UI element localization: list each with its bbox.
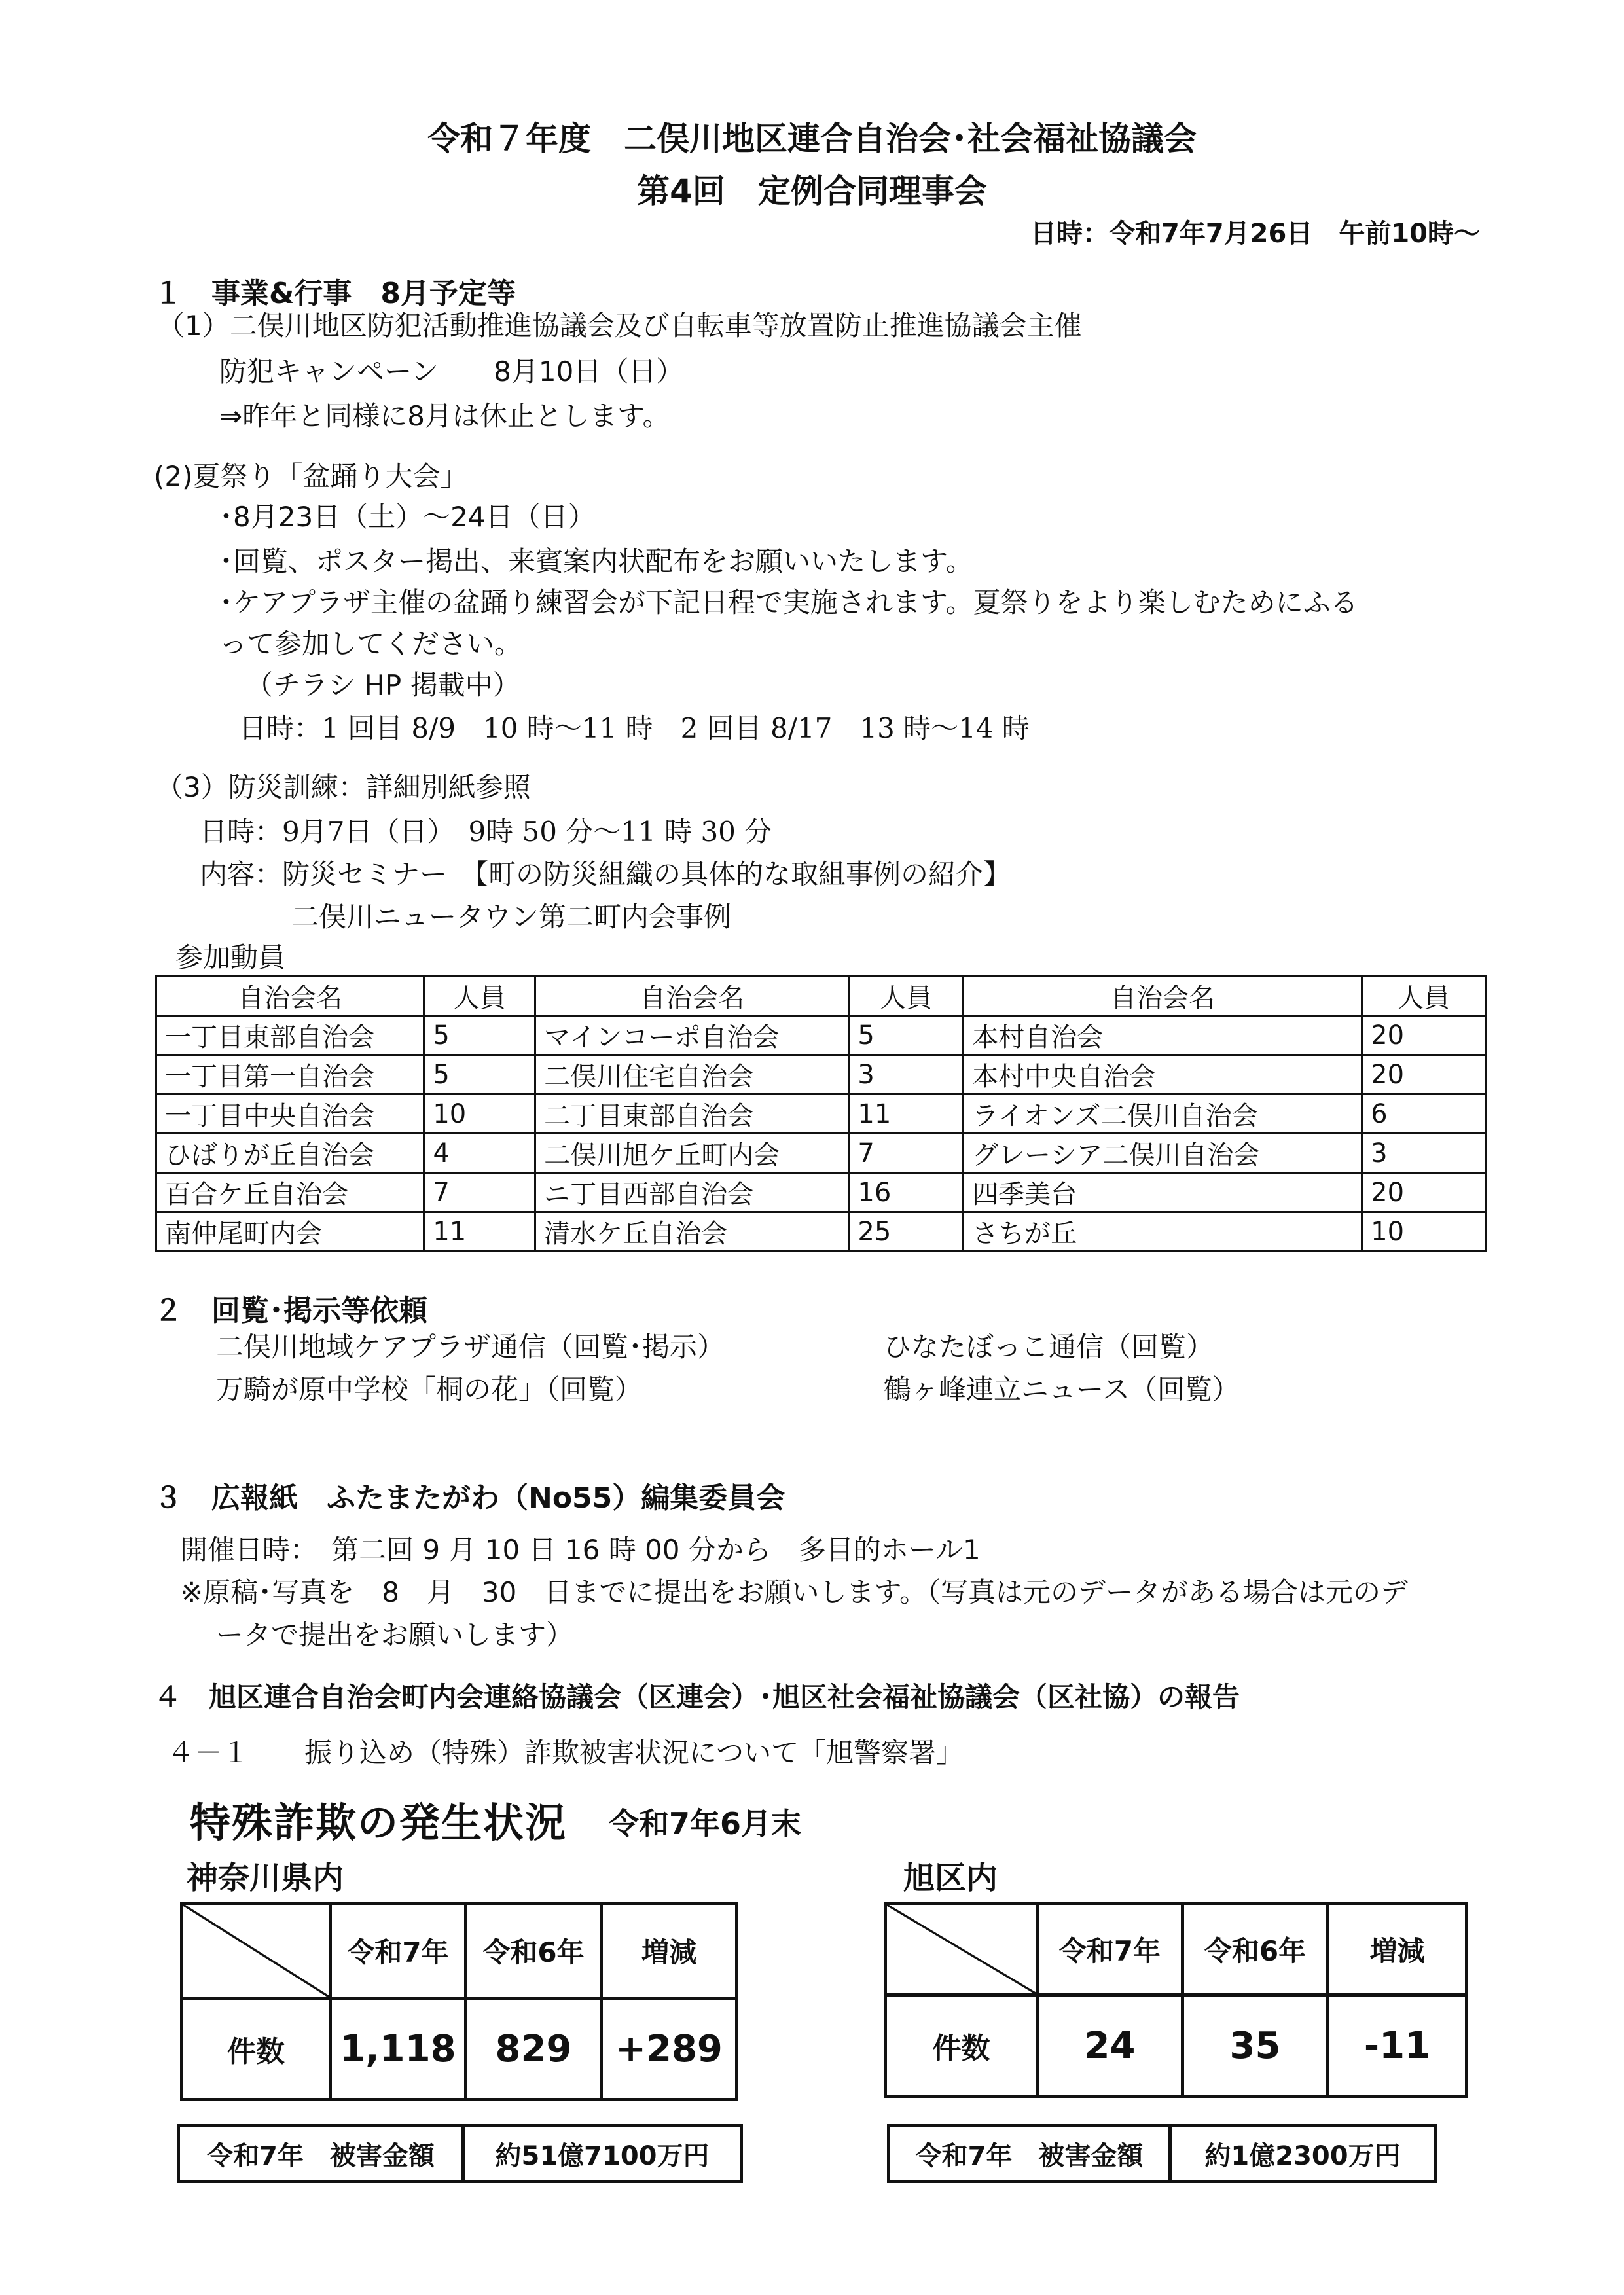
submission-note: ※原稿･写真を 8 月 30 日までに提出をお願いします。（写真は元のデータがある場合は元のデ bbox=[180, 1576, 1408, 1608]
association-name: マインコーポ自治会 bbox=[535, 1016, 849, 1055]
item-1-campaign: 防犯キャンペーン 8月10日（日） bbox=[219, 355, 684, 388]
count-2025: 1,118 bbox=[331, 1998, 466, 2100]
member-count: 3 bbox=[1362, 1134, 1486, 1173]
fraud-stats-period: 令和7年6月末 bbox=[609, 1806, 802, 1841]
stats-header-row bbox=[886, 1904, 1467, 1995]
member-count: 7 bbox=[424, 1173, 535, 1212]
kanagawa-label: 神奈川県内 bbox=[187, 1860, 344, 1896]
fraud-stats-title: 特殊詐欺の発生状況 bbox=[190, 1799, 568, 1847]
member-count: 20 bbox=[1362, 1055, 1486, 1094]
meeting-datetime: 日時：令和7年7月26日 午前10時～ bbox=[1030, 219, 1480, 249]
col-header-association: 自治会名 bbox=[964, 977, 1362, 1016]
association-name: さちが丘 bbox=[964, 1212, 1362, 1252]
count-label: 件数 bbox=[182, 1998, 331, 2100]
item-2-bullet-dates: ･8月23日（土）～24日（日） bbox=[219, 501, 596, 533]
item-3-title: （3）防災訓練：詳細別紙参照 bbox=[156, 771, 531, 803]
section-1-heading: １ 事業&行事 8月予定等 bbox=[154, 277, 516, 310]
mobilization-table bbox=[155, 975, 1487, 1252]
year-2024-header: 令和6年 bbox=[466, 1904, 602, 1998]
change-header: 増減 bbox=[1328, 1904, 1467, 1995]
association-name: ニ丁目西部自治会 bbox=[535, 1173, 849, 1212]
table-row bbox=[156, 1212, 1486, 1252]
submission-note-cont: ータで提出をお願いします） bbox=[216, 1619, 574, 1651]
count-label: 件数 bbox=[886, 1995, 1038, 2097]
editorial-meeting-date: 開催日時： 第二回 9 月 10 日 16 時 00 分から 多目的ホール1 bbox=[180, 1534, 981, 1566]
col-header-count: 人員 bbox=[1362, 977, 1486, 1016]
diagonal-cell bbox=[182, 1904, 331, 1998]
table-row bbox=[156, 1094, 1486, 1134]
association-name: 一丁目中央自治会 bbox=[156, 1094, 424, 1134]
section-2-heading: ２ 回覧･掲示等依頼 bbox=[154, 1294, 427, 1328]
section-3-heading: ３ 広報紙 ふたまたがわ（No55）編集委員会 bbox=[154, 1481, 785, 1515]
item-3-date: 日時：9月7日（日） 9時 50 分～11 時 30 分 bbox=[200, 816, 772, 848]
association-name: 一丁目第一自治会 bbox=[156, 1055, 424, 1094]
circular-item: ひなたぼっこ通信（回覧） bbox=[884, 1331, 1214, 1363]
association-name: ひばりが丘自治会 bbox=[156, 1134, 424, 1173]
count-2025: 24 bbox=[1038, 1995, 1183, 2097]
circular-item: 鶴ヶ峰連立ニュース（回覧） bbox=[884, 1373, 1240, 1405]
member-count: 4 bbox=[424, 1134, 535, 1173]
circular-item: 二俣川地域ケアプラザ通信（回覧･掲示） bbox=[216, 1331, 725, 1363]
member-count: 16 bbox=[849, 1173, 964, 1212]
mobilization-label: 参加動員 bbox=[175, 941, 286, 973]
asahi-damage-amount bbox=[887, 2124, 1437, 2183]
association-name: グレーシア二俣川自治会 bbox=[964, 1134, 1362, 1173]
col-header-count: 人員 bbox=[849, 977, 964, 1016]
year-2025-header: 令和7年 bbox=[1038, 1904, 1183, 1995]
association-name: 二俣川旭ケ丘町内会 bbox=[535, 1134, 849, 1173]
change-header: 増減 bbox=[602, 1904, 737, 1998]
damage-amount-label: 令和7年 被害金額 bbox=[207, 2141, 435, 2171]
count-2024: 35 bbox=[1183, 1995, 1328, 2097]
count-change: -11 bbox=[1328, 1995, 1467, 2097]
association-name: ライオンズ二俣川自治会 bbox=[964, 1094, 1362, 1134]
member-count: 10 bbox=[424, 1094, 535, 1134]
asahi-stats-table bbox=[884, 1902, 1468, 2098]
col-header-association: 自治会名 bbox=[535, 977, 849, 1016]
member-count: 5 bbox=[424, 1055, 535, 1094]
association-name: 本村自治会 bbox=[964, 1016, 1362, 1055]
diagonal-cell bbox=[886, 1904, 1038, 1995]
association-name: 四季美台 bbox=[964, 1173, 1362, 1212]
col-header-count: 人員 bbox=[424, 977, 535, 1016]
kanagawa-damage-amount bbox=[177, 2124, 743, 2183]
association-name: 二俣川住宅自治会 bbox=[535, 1055, 849, 1094]
item-3-case: 二俣川ニュータウン第二町内会事例 bbox=[291, 901, 732, 933]
section-4-1-heading: ４－１ 振り込め（特殊）詐欺被害状況について「旭警察署」 bbox=[167, 1737, 964, 1769]
kanagawa-stats-table bbox=[180, 1902, 738, 2101]
item-3-content: 内容：防災セミナー 【町の防災組織の具体的な取組事例の紹介】 bbox=[200, 858, 1011, 890]
item-1-title: （1）二俣川地区防犯活動推進協議会及び自転車等放置防止推進協議会主催 bbox=[157, 310, 1082, 342]
damage-amount-value: 約1億2300万円 bbox=[1168, 2127, 1434, 2180]
stats-count-row bbox=[886, 1995, 1467, 2097]
association-name: 清水ケ丘自治会 bbox=[535, 1212, 849, 1252]
table-row bbox=[156, 1055, 1486, 1094]
table-row bbox=[156, 1016, 1486, 1055]
year-2024-header: 令和6年 bbox=[1183, 1904, 1328, 1995]
member-count: 25 bbox=[849, 1212, 964, 1252]
item-2-bullet-request: ･回覧、ポスター掲出、来賓案内状配布をお願いいたします。 bbox=[219, 545, 973, 577]
table-row bbox=[156, 1134, 1486, 1173]
member-count: 6 bbox=[1362, 1094, 1486, 1134]
member-count: 20 bbox=[1362, 1173, 1486, 1212]
col-header-association: 自治会名 bbox=[156, 977, 424, 1016]
member-count: 20 bbox=[1362, 1016, 1486, 1055]
circular-item: 万騎が原中学校「桐の花」（回覧） bbox=[216, 1373, 643, 1405]
association-name: 二丁目東部自治会 bbox=[535, 1094, 849, 1134]
section-4-heading: ４ 旭区連合自治会町内会連絡協議会（区連会）･旭区社会福祉協議会（区社協）の報告 bbox=[154, 1681, 1240, 1713]
association-name: 一丁目東部自治会 bbox=[156, 1016, 424, 1055]
asahi-label: 旭区内 bbox=[903, 1860, 998, 1896]
table-row bbox=[156, 1173, 1486, 1212]
diagonal-line-icon bbox=[887, 1905, 1036, 1993]
damage-amount-label: 令和7年 被害金額 bbox=[915, 2141, 1144, 2171]
association-name: 百合ケ丘自治会 bbox=[156, 1173, 424, 1212]
item-2-bullet-practice-cont: って参加してください。 bbox=[219, 628, 522, 660]
member-count: 11 bbox=[849, 1094, 964, 1134]
member-count: 5 bbox=[424, 1016, 535, 1055]
count-change: +289 bbox=[602, 1998, 737, 2100]
diagonal-line-icon bbox=[183, 1905, 329, 1997]
count-2024: 829 bbox=[466, 1998, 602, 2100]
member-count: 3 bbox=[849, 1055, 964, 1094]
item-1-note: ⇒昨年と同様に8月は休止とします。 bbox=[219, 400, 670, 432]
association-name: 南仲尾町内会 bbox=[156, 1212, 424, 1252]
member-count: 10 bbox=[1362, 1212, 1486, 1252]
member-count: 11 bbox=[424, 1212, 535, 1252]
year-2025-header: 令和7年 bbox=[331, 1904, 466, 1998]
item-2-bullet-practice: ･ケアプラザ主催の盆踊り練習会が下記日程で実施されます。夏祭りをより楽しむためにふる bbox=[219, 587, 1358, 619]
item-2-flyer-note: （チラシ HP 掲載中） bbox=[245, 669, 520, 701]
member-count: 5 bbox=[849, 1016, 964, 1055]
damage-amount-value: 約51億7100万円 bbox=[461, 2127, 740, 2180]
meeting-title: 第4回 定例合同理事会 bbox=[637, 172, 987, 210]
member-count: 7 bbox=[849, 1134, 964, 1173]
table-header-row bbox=[156, 977, 1486, 1016]
document-title: 令和７年度 二俣川地区連合自治会･社会福祉協議会 bbox=[427, 120, 1197, 158]
association-name: 本村中央自治会 bbox=[964, 1055, 1362, 1094]
item-2-title: (2)夏祭り「盆踊り大会」 bbox=[154, 460, 468, 492]
item-2-practice-dates: 日時：1 回目 8/9 10 時～11 時 2 回目 8/17 13 時～14 時 bbox=[239, 712, 1030, 744]
stats-header-row bbox=[182, 1904, 737, 1998]
stats-count-row bbox=[182, 1998, 737, 2100]
